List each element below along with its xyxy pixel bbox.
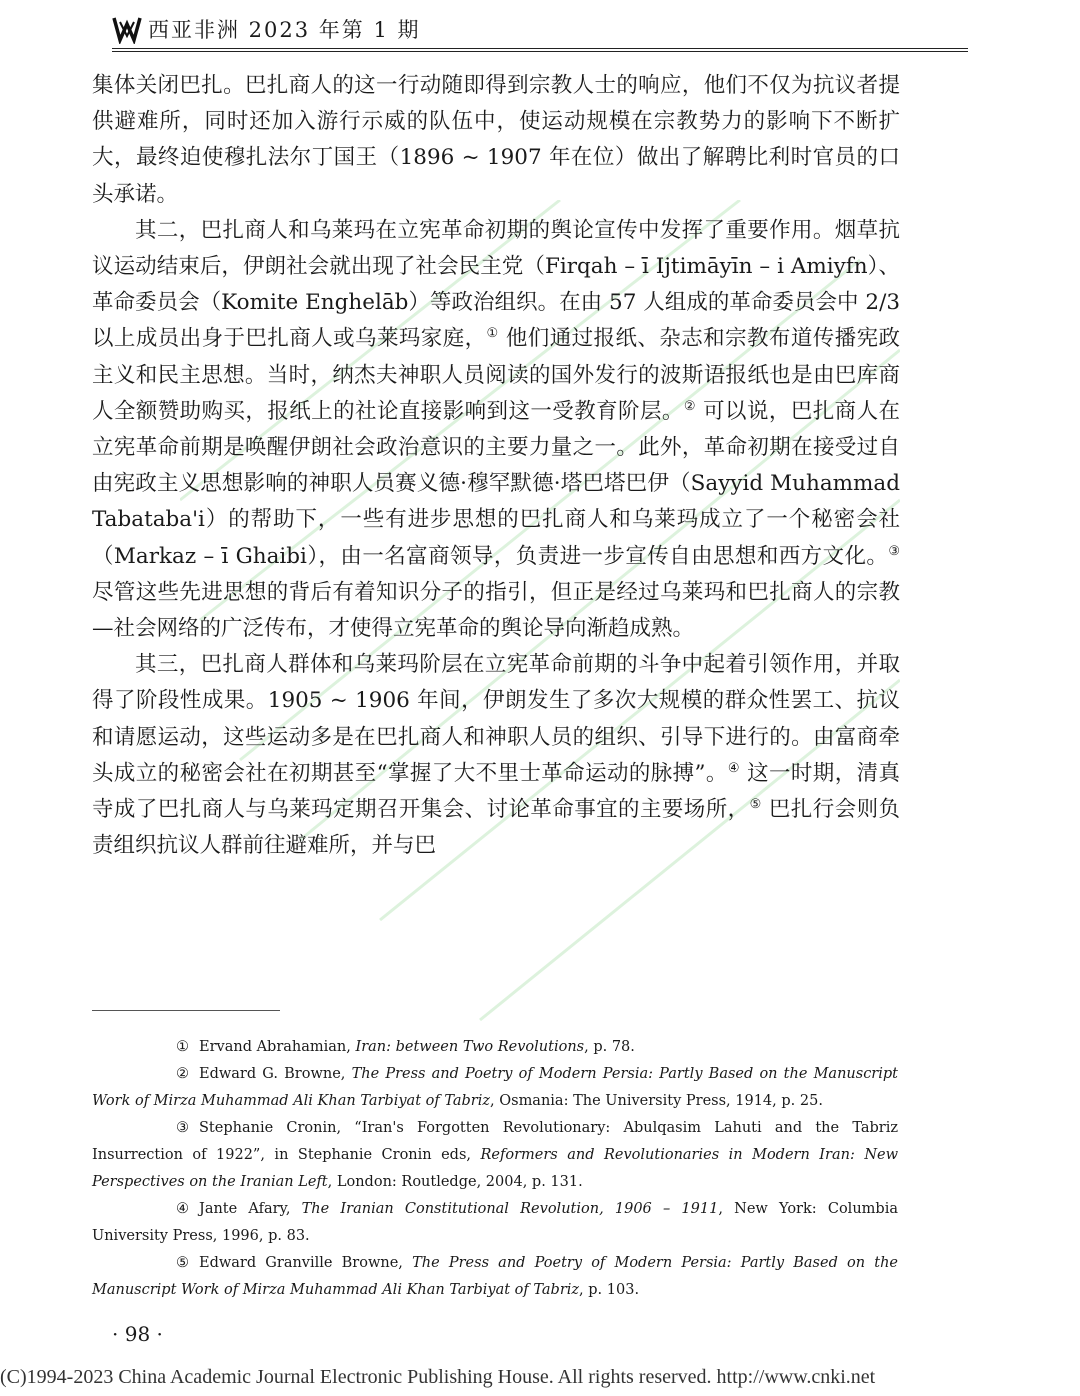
journal-title: 西亚非洲 2023 年第 1 期 [148, 18, 421, 42]
running-header [112, 12, 421, 46]
footnote-title: Reformers and Revolutionaries in Modern Iran: New Perspectives on the Iranian Left [92, 1147, 898, 1190]
footnote-number: ② [176, 1066, 189, 1082]
footnote-title: The Press and Poetry of Modern Persia: Partly Based on the Manuscript Work of Mirza Muhammad Ali Khan Tarbiyat of Tabriz [92, 1255, 898, 1298]
footnote-ref-4[interactable]: ④ [727, 760, 740, 776]
article-body [92, 68, 900, 864]
paragraph-3-text-a: 其三，巴扎商人群体和乌莱玛阶层在立宪革命前期的斗争中起着引领作用，并取得了阶段性成果。1905 ~ 1906 年间，伊朗发生了多次大规模的群众性罢工、抗议和请愿运动，这些运动多是在巴扎商人和神职人员的组织、引导下进行的。由富商牵头成立的秘密会社在初期甚至“掌握了大不里士革命运动的脉搏”。 [92, 652, 900, 786]
footnote-text: Jante Afary, [199, 1201, 302, 1217]
footnote-text: , p. 103. [579, 1282, 640, 1298]
paragraph-1 [92, 68, 900, 213]
footnote-3 [92, 1115, 898, 1196]
footnote-number: ③ [176, 1120, 189, 1136]
paragraph-3 [92, 647, 900, 864]
footnote-4 [92, 1196, 898, 1250]
paragraph-3-text-b: 这一时期，清真寺成了巴扎商人与乌莱玛定期召开集会、讨论革命事宜的主要场所， [92, 760, 900, 823]
footnote-text: , p. 78. [584, 1039, 635, 1055]
footnote-title: Iran: between Two Revolutions [355, 1039, 585, 1055]
footnote-text: , New York: Columbia University Press, 1996, p. 83. [92, 1201, 898, 1244]
footnote-ref-1[interactable]: ① [486, 326, 499, 342]
footnote-ref-2[interactable]: ② [683, 398, 696, 414]
header-rule-secondary [112, 51, 968, 52]
paragraph-2-text-b: 他们通过报纸、杂志和宗教布道传播宪政主义和民主思想。当时，纳杰夫神职人员阅读的国外发行的波斯语报纸也是由巴库商人全额赞助购买，报纸上的社论直接影响到这一受教育阶层。 [92, 326, 900, 424]
paragraph-1-text: 集体关闭巴扎。巴扎商人的这一行动随即得到宗教人士的响应，他们不仅为抗议者提供避难所，同时还加入游行示威的队伍中，使运动规模在宗教势力的影响下不断扩大，最终迫使穆扎法尔丁国王（1896 ~ 1907 年在位）做出了解聘比利时官员的口头承诺。 [92, 73, 900, 207]
footnote-title: The Press and Poetry of Modern Persia: Partly Based on the Manuscript Work of Mirza Muhammad Ali Khan Tarbiyat of Tabriz [92, 1066, 898, 1109]
footnote-number: ① [176, 1039, 189, 1055]
footnotes [92, 1034, 898, 1304]
paragraph-2-text-a: 其二，巴扎商人和乌莱玛在立宪革命初期的舆论宣传中发挥了重要作用。烟草抗议运动结束后，伊朗社会就出现了社会民主党（Firqah – ī Ijtimāyīn – i Amiyfn）、革命委员会（Komite Enghelāb）等政治组织。在由 57 人组成的革命委员会中 2/3 以上成员出身于巴扎商人或乌莱玛家庭， [92, 217, 900, 352]
footnote-1 [92, 1034, 898, 1061]
paragraph-2-text-c: 可以说，巴扎商人在立宪革命前期是唤醒伊朗社会政治意识的主要力量之一。此外，革命初期在接受过自由宪政主义思想影响的神职人员赛义德·穆罕默德·塔巴塔巴伊（Sayyid Muhammad Tabataba'i）的帮助下，一些有进步思想的巴扎商人和乌莱玛成立了一个秘密会社（Markaz – ī Ghaibi），由一名富商领导，负责进一步宣传自由思想和西方文化。 [92, 398, 900, 569]
copyright-notice: (C)1994-2023 China Academic Journal Electronic Publishing House. All rights reserved. http://www.cnki.net [0, 1366, 876, 1388]
paragraph-2-text-d: 尽管这些先进思想的背后有着知识分子的指引，但正是经过乌莱玛和巴扎商人的宗教—社会网络的广泛传布，才使得立宪革命的舆论导向渐趋成熟。 [92, 579, 900, 642]
paragraph-3-text-c: 巴扎行会则负责组织抗议人群前往避难所，并与巴 [92, 797, 900, 859]
footnote-text: Edward G. Browne, [199, 1066, 352, 1082]
footnote-rule [92, 1010, 280, 1011]
footnote-number: ⑤ [176, 1255, 189, 1271]
footnote-title: The Iranian Constitutional Revolution, 1906 – 1911 [301, 1201, 719, 1217]
header-rule [112, 48, 968, 49]
footnote-number: ④ [176, 1201, 189, 1217]
footnote-ref-5[interactable]: ⑤ [749, 796, 762, 812]
paragraph-2 [92, 213, 900, 647]
footnote-text: Stephanie Cronin, “Iran's Forgotten Revolutionary: Abulqasim Lahuti and the Tabriz Insurrection of 1922”, in Stephanie Cronin eds, [92, 1120, 898, 1163]
footnote-text: Edward Granville Browne, [199, 1255, 413, 1271]
footnote-text: , Osmania: The University Press, 1914, p. 25. [490, 1093, 823, 1109]
journal-logo-icon [112, 14, 142, 44]
footnote-ref-3[interactable]: ③ [888, 543, 900, 559]
footnote-5 [92, 1250, 898, 1304]
footnote-text: Ervand Abrahamian, [199, 1039, 356, 1055]
footnote-text: , London: Routledge, 2004, p. 131. [327, 1174, 583, 1190]
page-number: · 98 · [112, 1322, 163, 1346]
footnote-2 [92, 1061, 898, 1115]
